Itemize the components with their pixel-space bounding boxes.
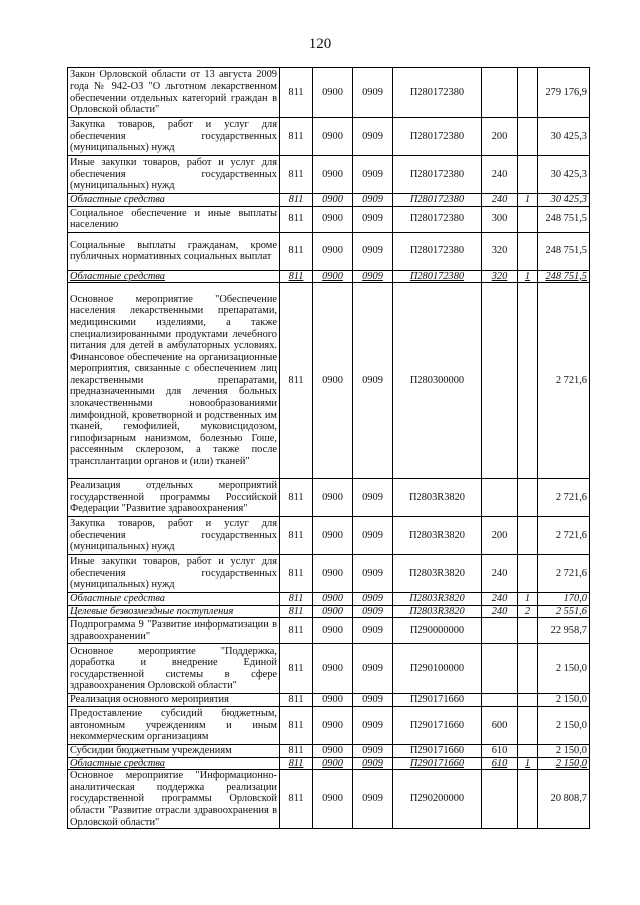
- target-article-cell: П290200000: [393, 770, 482, 829]
- amount-cell: 2 551,6: [538, 605, 590, 618]
- table-row: [68, 555, 590, 593]
- funding-source-cell: [518, 479, 538, 517]
- section-code-cell: 0900: [313, 757, 353, 770]
- section-code-cell: 0900: [313, 194, 353, 207]
- subsection-code-cell: 0909: [353, 555, 393, 593]
- gr-code-cell: 811: [280, 270, 313, 283]
- row-name-cell: Иные закупки товаров, работ и услуг для обеспечения государственных (муниципальных) нужд: [68, 555, 280, 593]
- funding-source-cell: [518, 206, 538, 232]
- funding-source-cell: [518, 694, 538, 707]
- amount-cell: 2 721,6: [538, 517, 590, 555]
- section-code-cell: 0900: [313, 644, 353, 694]
- table-row: [68, 757, 590, 770]
- target-article-cell: П280172380: [393, 156, 482, 194]
- subsection-code-cell: 0909: [353, 232, 393, 270]
- expense-type-cell: [482, 618, 518, 644]
- expense-type-cell: 240: [482, 156, 518, 194]
- expense-type-cell: 600: [482, 706, 518, 744]
- section-code-cell: 0900: [313, 694, 353, 707]
- row-name-cell: Основное мероприятие "Информационно-аналитическая поддержка реализации государственной программы Орловской области "Развитие отрасли здравоохранения в Орловской области": [68, 770, 280, 829]
- expense-type-cell: [482, 479, 518, 517]
- subsection-code-cell: 0909: [353, 156, 393, 194]
- gr-code-cell: 811: [280, 517, 313, 555]
- row-name-cell: Закон Орловской области от 13 августа 2009 года № 942-ОЗ "О льготном лекарственном обеспечении отдельных категорий граждан в Орловской области": [68, 68, 280, 118]
- row-name-cell: Целевые безвозмездные поступления: [68, 605, 280, 618]
- funding-source-cell: 1: [518, 593, 538, 606]
- funding-source-cell: 1: [518, 757, 538, 770]
- funding-source-cell: [518, 517, 538, 555]
- funding-source-cell: [518, 644, 538, 694]
- row-name-cell: Основное мероприятие "Поддержка, доработка и внедрение Единой государственной системы в сфере здравоохранения Орловской области": [68, 644, 280, 694]
- expense-type-cell: 610: [482, 757, 518, 770]
- expense-type-cell: 300: [482, 206, 518, 232]
- expense-type-cell: [482, 68, 518, 118]
- row-name-cell: Областные средства: [68, 270, 280, 283]
- amount-cell: 30 425,3: [538, 194, 590, 207]
- gr-code-cell: 811: [280, 206, 313, 232]
- row-name-cell: Подпрограмма 9 "Развитие информатизации в здравоохранении": [68, 618, 280, 644]
- amount-cell: 2 721,6: [538, 555, 590, 593]
- gr-code-cell: 811: [280, 68, 313, 118]
- subsection-code-cell: 0909: [353, 283, 393, 479]
- funding-source-cell: [518, 118, 538, 156]
- subsection-code-cell: 0909: [353, 206, 393, 232]
- amount-cell: 248 751,5: [538, 270, 590, 283]
- gr-code-cell: 811: [280, 283, 313, 479]
- row-name-cell: Закупка товаров, работ и услуг для обеспечения государственных (муниципальных) нужд: [68, 118, 280, 156]
- table-row: [68, 68, 590, 118]
- section-code-cell: 0900: [313, 744, 353, 757]
- amount-cell: 2 150,0: [538, 644, 590, 694]
- gr-code-cell: 811: [280, 757, 313, 770]
- table-row: [68, 770, 590, 829]
- gr-code-cell: 811: [280, 706, 313, 744]
- table-row: [68, 156, 590, 194]
- table-row: [68, 593, 590, 606]
- subsection-code-cell: 0909: [353, 618, 393, 644]
- row-name-cell: Иные закупки товаров, работ и услуг для обеспечения государственных (муниципальных) нужд: [68, 156, 280, 194]
- funding-source-cell: [518, 744, 538, 757]
- gr-code-cell: 811: [280, 694, 313, 707]
- row-name-cell: Реализация основного мероприятия: [68, 694, 280, 707]
- row-name-cell: Предоставление субсидий бюджетным, автономным учреждениям и иным некоммерческим организациям: [68, 706, 280, 744]
- table-row: [68, 270, 590, 283]
- target-article-cell: П290171660: [393, 706, 482, 744]
- subsection-code-cell: 0909: [353, 517, 393, 555]
- table-row: [68, 618, 590, 644]
- target-article-cell: П2803R3820: [393, 555, 482, 593]
- funding-source-cell: [518, 618, 538, 644]
- funding-source-cell: [518, 232, 538, 270]
- row-name-cell: Социальные выплаты гражданам, кроме публичных нормативных социальных выплат: [68, 232, 280, 270]
- section-code-cell: 0900: [313, 517, 353, 555]
- target-article-cell: П290100000: [393, 644, 482, 694]
- gr-code-cell: 811: [280, 593, 313, 606]
- subsection-code-cell: 0909: [353, 118, 393, 156]
- subsection-code-cell: 0909: [353, 479, 393, 517]
- table-row: [68, 517, 590, 555]
- amount-cell: 30 425,3: [538, 156, 590, 194]
- target-article-cell: П290171660: [393, 694, 482, 707]
- row-name-cell: Областные средства: [68, 757, 280, 770]
- row-name-cell: Закупка товаров, работ и услуг для обеспечения государственных (муниципальных) нужд: [68, 517, 280, 555]
- target-article-cell: П290171660: [393, 757, 482, 770]
- expense-type-cell: 240: [482, 194, 518, 207]
- row-name-cell: Областные средства: [68, 593, 280, 606]
- amount-cell: 2 150,0: [538, 706, 590, 744]
- funding-source-cell: [518, 156, 538, 194]
- expense-type-cell: 240: [482, 593, 518, 606]
- gr-code-cell: 811: [280, 770, 313, 829]
- amount-cell: 22 958,7: [538, 618, 590, 644]
- row-name-cell: Субсидии бюджетным учреждениям: [68, 744, 280, 757]
- table-row: [68, 232, 590, 270]
- table-row: [68, 206, 590, 232]
- target-article-cell: П280172380: [393, 270, 482, 283]
- page-number: 120: [308, 36, 332, 52]
- row-name-cell: Реализация отдельных мероприятий государственной программы Российской Федерации "Развитие здравоохранения": [68, 479, 280, 517]
- funding-source-cell: [518, 283, 538, 479]
- gr-code-cell: 811: [280, 156, 313, 194]
- funding-source-cell: [518, 770, 538, 829]
- section-code-cell: 0900: [313, 618, 353, 644]
- subsection-code-cell: 0909: [353, 744, 393, 757]
- funding-source-cell: 1: [518, 194, 538, 207]
- expense-type-cell: [482, 694, 518, 707]
- gr-code-cell: 811: [280, 118, 313, 156]
- amount-cell: 2 150,0: [538, 694, 590, 707]
- amount-cell: 2 150,0: [538, 757, 590, 770]
- table-row: [68, 194, 590, 207]
- table-row: [68, 644, 590, 694]
- subsection-code-cell: 0909: [353, 694, 393, 707]
- funding-source-cell: [518, 68, 538, 118]
- expense-type-cell: 320: [482, 232, 518, 270]
- subsection-code-cell: 0909: [353, 770, 393, 829]
- table-row: [68, 283, 590, 479]
- section-code-cell: 0900: [313, 232, 353, 270]
- amount-cell: 20 808,7: [538, 770, 590, 829]
- amount-cell: 170,0: [538, 593, 590, 606]
- section-code-cell: 0900: [313, 770, 353, 829]
- table-row: [68, 694, 590, 707]
- row-name-cell: Социальное обеспечение и иные выплаты населению: [68, 206, 280, 232]
- gr-code-cell: 811: [280, 618, 313, 644]
- amount-cell: 248 751,5: [538, 232, 590, 270]
- gr-code-cell: 811: [280, 605, 313, 618]
- gr-code-cell: 811: [280, 744, 313, 757]
- target-article-cell: П290171660: [393, 744, 482, 757]
- section-code-cell: 0900: [313, 706, 353, 744]
- amount-cell: 30 425,3: [538, 118, 590, 156]
- amount-cell: 2 721,6: [538, 283, 590, 479]
- gr-code-cell: 811: [280, 555, 313, 593]
- expense-type-cell: 240: [482, 555, 518, 593]
- row-name-cell: Основное мероприятие "Обеспечение населения лекарственными препаратами, медицинскими изделиями, а также специализированными продуктами лечебного питания для детей в амбулаторных условиях. Финансовое обеспечение на организационные мероприятия, связанные с обеспечением лиц лекарственными препаратами, предназначенными для лечения больных злокачественными новообразованиями лимфоидной, кроветворной и родственных им тканей, гемофилией, муковисцидозом, гипофизарным нанизмом, болезнью Гоше, рассеянным склерозом, а также после трансплантации органов и (или) тканей": [68, 283, 280, 479]
- subsection-code-cell: 0909: [353, 68, 393, 118]
- target-article-cell: П280172380: [393, 206, 482, 232]
- funding-source-cell: 2: [518, 605, 538, 618]
- expense-type-cell: 240: [482, 605, 518, 618]
- section-code-cell: 0900: [313, 206, 353, 232]
- amount-cell: 2 150,0: [538, 744, 590, 757]
- subsection-code-cell: 0909: [353, 194, 393, 207]
- target-article-cell: П280172380: [393, 232, 482, 270]
- budget-table: [67, 67, 590, 829]
- section-code-cell: 0900: [313, 283, 353, 479]
- expense-type-cell: [482, 283, 518, 479]
- gr-code-cell: 811: [280, 644, 313, 694]
- section-code-cell: 0900: [313, 555, 353, 593]
- section-code-cell: 0900: [313, 479, 353, 517]
- section-code-cell: 0900: [313, 605, 353, 618]
- gr-code-cell: 811: [280, 479, 313, 517]
- expense-type-cell: 200: [482, 517, 518, 555]
- funding-source-cell: 1: [518, 270, 538, 283]
- subsection-code-cell: 0909: [353, 757, 393, 770]
- expense-type-cell: 610: [482, 744, 518, 757]
- table-row: [68, 744, 590, 757]
- target-article-cell: П280172380: [393, 68, 482, 118]
- expense-type-cell: 320: [482, 270, 518, 283]
- table-row: [68, 605, 590, 618]
- subsection-code-cell: 0909: [353, 605, 393, 618]
- target-article-cell: П290000000: [393, 618, 482, 644]
- table-row: [68, 118, 590, 156]
- target-article-cell: П2803R3820: [393, 593, 482, 606]
- amount-cell: 279 176,9: [538, 68, 590, 118]
- subsection-code-cell: 0909: [353, 706, 393, 744]
- gr-code-cell: 811: [280, 232, 313, 270]
- expense-type-cell: [482, 770, 518, 829]
- section-code-cell: 0900: [313, 68, 353, 118]
- target-article-cell: П280300000: [393, 283, 482, 479]
- expense-type-cell: [482, 644, 518, 694]
- target-article-cell: П2803R3820: [393, 479, 482, 517]
- subsection-code-cell: 0909: [353, 644, 393, 694]
- amount-cell: 2 721,6: [538, 479, 590, 517]
- funding-source-cell: [518, 706, 538, 744]
- table-row: [68, 706, 590, 744]
- section-code-cell: 0900: [313, 118, 353, 156]
- row-name-cell: Областные средства: [68, 194, 280, 207]
- gr-code-cell: 811: [280, 194, 313, 207]
- target-article-cell: П2803R3820: [393, 517, 482, 555]
- table-row: [68, 479, 590, 517]
- subsection-code-cell: 0909: [353, 270, 393, 283]
- section-code-cell: 0900: [313, 593, 353, 606]
- amount-cell: 248 751,5: [538, 206, 590, 232]
- target-article-cell: П2803R3820: [393, 605, 482, 618]
- section-code-cell: 0900: [313, 156, 353, 194]
- target-article-cell: П280172380: [393, 118, 482, 156]
- target-article-cell: П280172380: [393, 194, 482, 207]
- funding-source-cell: [518, 555, 538, 593]
- expense-type-cell: 200: [482, 118, 518, 156]
- section-code-cell: 0900: [313, 270, 353, 283]
- subsection-code-cell: 0909: [353, 593, 393, 606]
